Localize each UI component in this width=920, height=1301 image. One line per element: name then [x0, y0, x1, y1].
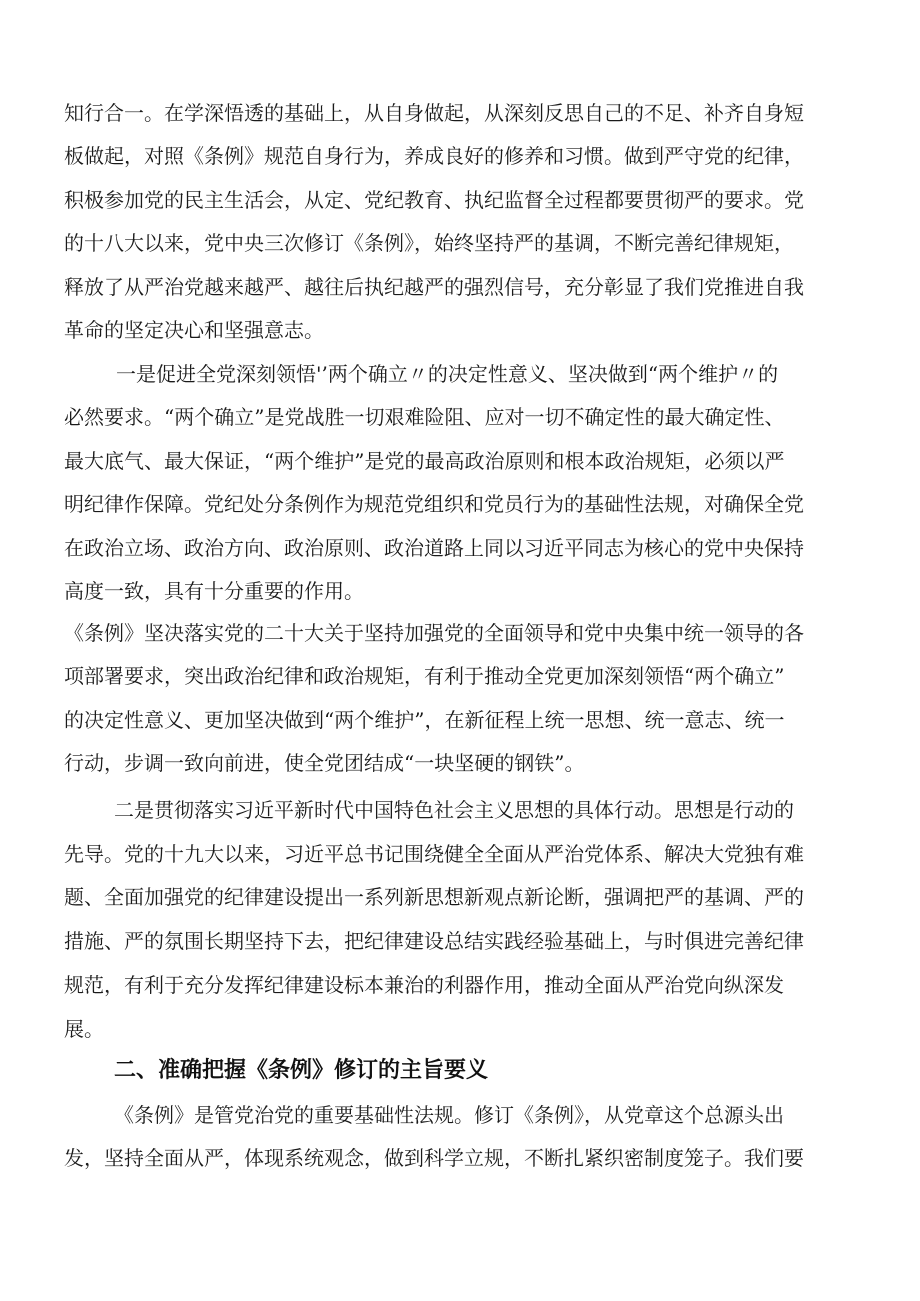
text-line: 项部署要求，突出政治纪律和政治规矩，有利于推动全党更加深刻领悟“两个确立” [64, 664, 785, 688]
text-line: 高度一致，具有十分重要的作用。 [64, 579, 364, 603]
paragraph-first-line: 《条例》是管党治党的重要基础性法规。修订《条例》，从党章这个总源头出 [114, 1103, 784, 1127]
text-line: 展。 [64, 1017, 104, 1041]
text-line: 知行合一。在学深悟透的基础上，从自身做起，从深刻反思自己的不足、补齐自身短 [64, 101, 804, 125]
text-line: 发，坚持全面从严，体现系统观念，做到科学立规，不断扎紧织密制度笼子。我们要 [64, 1146, 804, 1170]
text-line: 板做起，对照《条例》规范自身行为，养成良好的修养和习惯。做到严守党的纪律， [64, 144, 804, 168]
text-line: 在政治立场、政治方向、政治原则、政治道路上同以习近平同志为核心的党中央保持 [64, 536, 804, 560]
text-line: 的决定性意义、更加坚决做到“两个维护”，在新征程上统一思想、统一意志、统一 [64, 708, 785, 732]
text-line: 规范，有利于充分发挥纪律建设标本兼治的利器作用，推动全面从严治党向纵深发 [64, 973, 784, 997]
text-line: 明纪律作保障。党纪处分条例作为规范党组织和党员行为的基础性法规，对确保全党 [64, 492, 804, 516]
section-heading: 二、准确把握《条例》修订的主旨要义 [114, 1058, 489, 1083]
text-line: 积极参加党的民主生活会，从定、党纪教育、执纪监督全过程都要贯彻严的要求。党 [64, 188, 804, 212]
text-line: 措施、严的氛围长期坚持下去，把纪律建设总结实践经验基础上，与时俱进完善纪律 [64, 929, 804, 953]
paragraph-first-line: 二是贯彻落实习近平新时代中国特色社会主义思想的具体行动。思想是行动的 [114, 798, 794, 822]
text-line: 最大底气、最大保证，“两个维护”是党的最高政治原则和根本政治规矩，必须以严 [64, 449, 785, 473]
paragraph-first-line: 一是促进全党深刻领悟'’两个确立〃的决定性意义、坚决做到“两个维护〃的 [116, 362, 779, 386]
text-line: 题、全面加强党的纪律建设提出一系列新思想新观点新论断，强调把严的基调、严的 [64, 885, 804, 909]
text-line: 革命的坚定决心和坚强意志。 [64, 318, 324, 342]
text-line: 释放了从严治党越来越严、越往后执纪越严的强烈信号，充分彰显了我们党推进自我 [64, 275, 804, 299]
text-line: 先导。党的十九大以来，习近平总书记围绕健全全面从严治党体系、解决大党独有难 [64, 842, 804, 866]
text-line: 的十八大以来，党中央三次修订《条例》，始终坚持严的基调，不断完善纪律规矩， [64, 231, 794, 255]
text-line: 行动，步调一致向前进，使全党团结成“一块坚硬的钢铁”。 [64, 751, 585, 775]
text-line: 必然要求。“两个确立”是党战胜一切艰难险阻、应对一切不确定性的最大确定性、 [64, 405, 785, 429]
paragraph-first-line: 《条例》坚决落实党的二十大关于坚持加强党的全面领导和党中央集中统一领导的各 [64, 621, 804, 645]
